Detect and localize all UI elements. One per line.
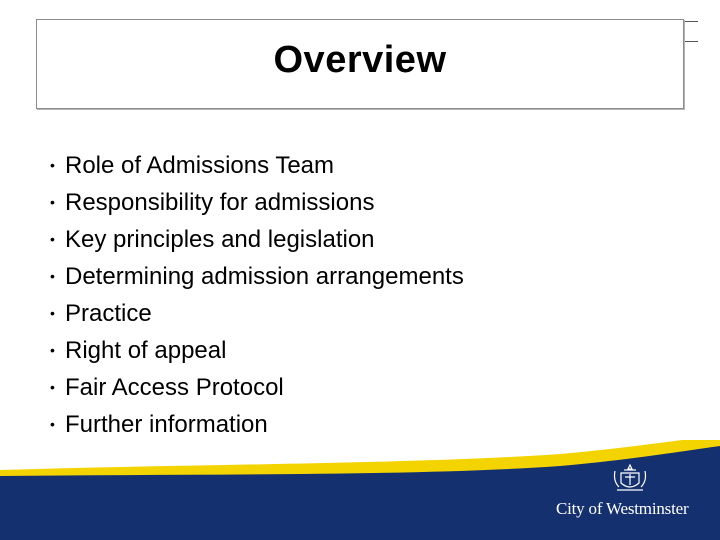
bullet-item (50, 224, 464, 261)
bullet-text: Determining admission arrangements (65, 263, 464, 290)
slide-title: Overview (273, 38, 447, 81)
bullet-text: Practice (65, 300, 152, 327)
bullet-list (50, 150, 464, 446)
bullet-dot: • (50, 342, 55, 358)
bullet-text: Key principles and legislation (65, 226, 375, 253)
bullet-item (50, 187, 464, 224)
bullet-dot: • (50, 268, 55, 284)
bullet-dot: • (50, 305, 55, 321)
bullet-item (50, 261, 464, 298)
title-box (36, 19, 684, 109)
bullet-item (50, 335, 464, 372)
bullet-text: Further information (65, 411, 268, 438)
bullet-dot: • (50, 231, 55, 247)
city-of-westminster-logo-text: City of Westminster (556, 499, 689, 518)
bullet-dot: • (50, 416, 55, 432)
bullet-item (50, 298, 464, 335)
bullet-text: Right of appeal (65, 337, 227, 364)
bullet-text: Fair Access Protocol (65, 374, 284, 401)
corner-line-bottom (684, 41, 698, 42)
westminster-crest-icon (611, 461, 649, 495)
bullet-text: Responsibility for admissions (65, 189, 375, 216)
bullet-dot: • (50, 194, 55, 210)
bullet-dot: • (50, 379, 55, 395)
bullet-text: Role of Admissions Team (65, 152, 335, 179)
bullet-dot: • (50, 157, 55, 173)
bullet-item (50, 372, 464, 409)
corner-line-top (684, 21, 698, 22)
bullet-item (50, 150, 464, 187)
